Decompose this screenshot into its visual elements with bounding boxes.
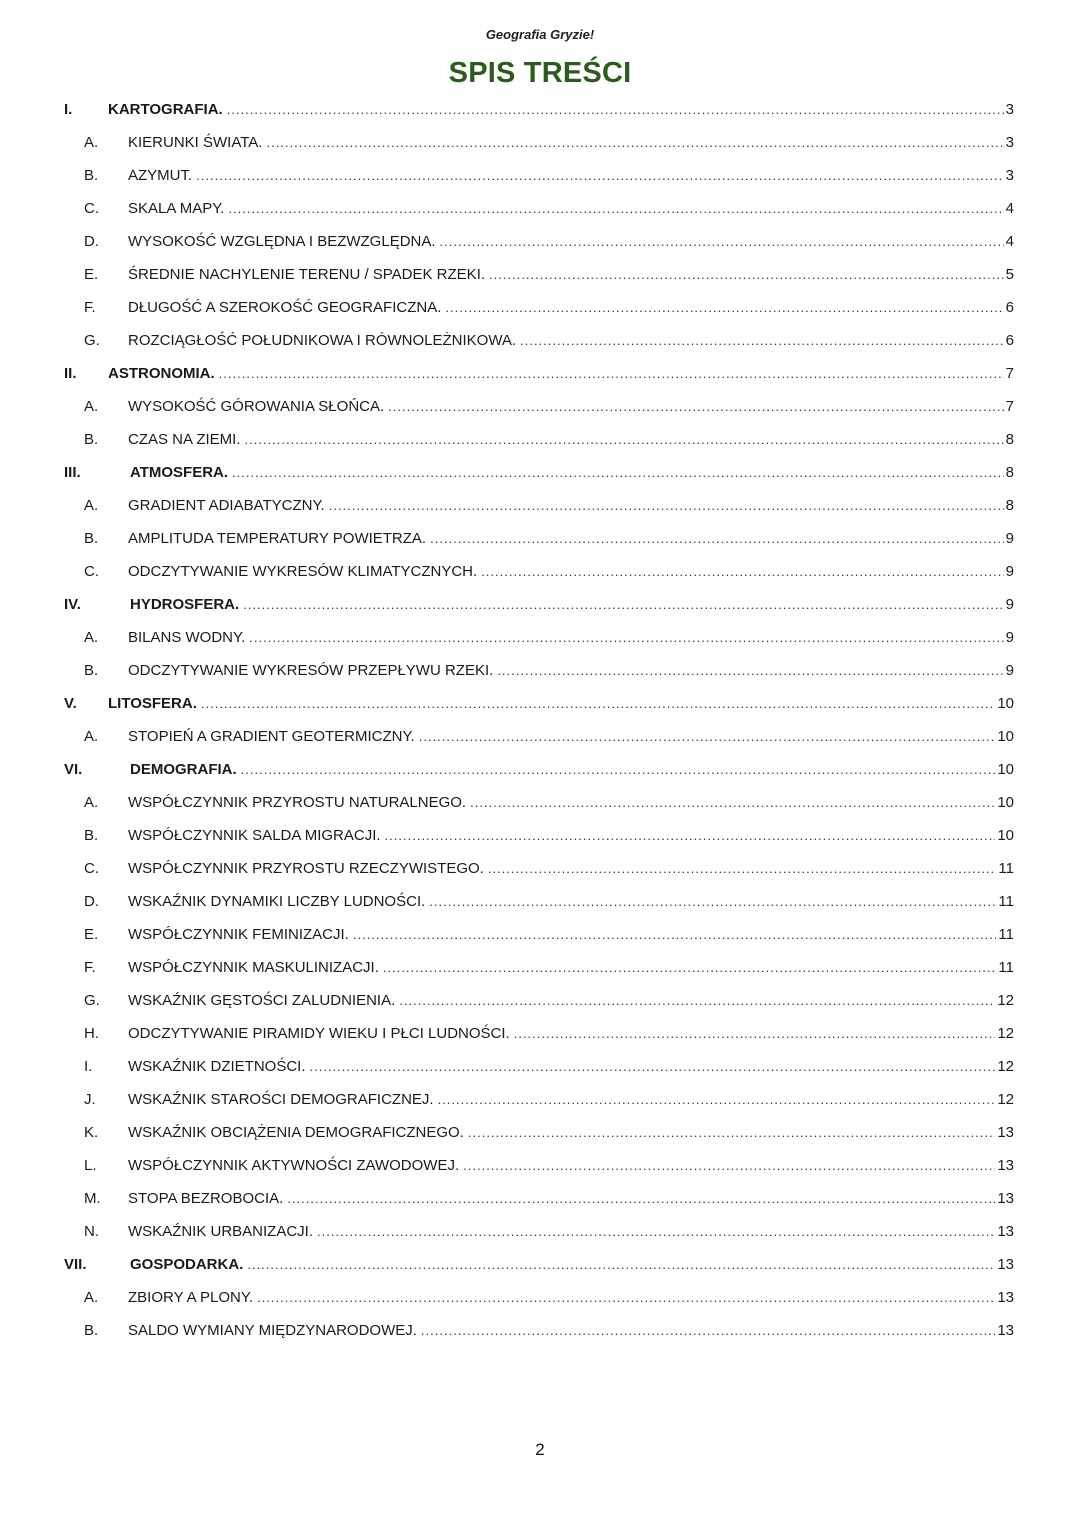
toc-entry (130, 456, 1014, 489)
toc-entry (128, 159, 1014, 192)
toc-entry-number: B. (84, 431, 99, 448)
toc-entry-page: 3 (1005, 134, 1014, 151)
toc-entry-number: D. (84, 893, 99, 910)
toc-entry-label: ROZCIĄGŁOŚĆ POŁUDNIKOWA I RÓWNOLEŻNIKOWA. (128, 332, 517, 349)
toc-section-row[interactable] (0, 687, 1080, 720)
toc-entry-label: ATMOSFERA. (130, 464, 229, 481)
toc-entry-page: 13 (997, 1322, 1014, 1339)
dot-leader (243, 588, 1003, 621)
toc-entry-number: B. (84, 1322, 99, 1339)
dot-leader (228, 192, 1003, 225)
toc-subsection-row[interactable] (0, 984, 1080, 1017)
toc-entry-number: H. (84, 1025, 99, 1042)
toc-subsection-row[interactable] (0, 192, 1080, 225)
toc-entry (108, 687, 1014, 720)
toc-entry-label: AZYMUT. (128, 167, 193, 184)
toc-subsection-row[interactable] (0, 1314, 1080, 1347)
toc-subsection-row[interactable] (0, 555, 1080, 588)
toc-entry-label: GOSPODARKA. (130, 1256, 244, 1273)
toc-entry-label: HYDROSFERA. (130, 596, 240, 613)
toc-entry (128, 1050, 1014, 1083)
toc-section-row[interactable] (0, 93, 1080, 126)
toc-section-row[interactable] (0, 1248, 1080, 1281)
toc-entry-number: F. (84, 299, 96, 316)
toc-section-row[interactable] (0, 753, 1080, 786)
toc-entry-page: 12 (997, 1058, 1014, 1075)
dot-leader (470, 786, 995, 819)
toc-entry-label: WSPÓŁCZYNNIK PRZYROSTU NATURALNEGO. (128, 794, 467, 811)
toc-entry-page: 11 (998, 959, 1014, 976)
toc-entry-page: 12 (997, 992, 1014, 1009)
toc-entry-number: V. (64, 695, 77, 712)
toc-entry (128, 225, 1014, 258)
dot-leader (196, 159, 1003, 192)
dot-leader (438, 1083, 996, 1116)
toc-entry-label: CZAS NA ZIEMI. (128, 431, 241, 448)
toc-entry-number: I. (64, 101, 73, 118)
toc-entry-number: F. (84, 959, 96, 976)
toc-entry-page: 11 (998, 926, 1014, 943)
dot-leader (421, 1314, 995, 1347)
dot-leader (468, 1116, 995, 1149)
dot-leader (310, 1050, 996, 1083)
toc-entry (128, 258, 1014, 291)
toc-entry-label: ŚREDNIE NACHYLENIE TERENU / SPADEK RZEKI. (128, 266, 486, 283)
toc-entry (128, 1149, 1014, 1182)
toc-entry-number: B. (84, 662, 99, 679)
dot-leader (481, 555, 1003, 588)
dot-leader (201, 687, 995, 720)
dot-leader (463, 1149, 995, 1182)
toc-entry-page: 8 (1005, 497, 1014, 514)
toc-entry-label: WYSOKOŚĆ GÓROWANIA SŁOŃCA. (128, 398, 385, 415)
toc-entry (130, 753, 1014, 786)
dot-leader (329, 489, 1004, 522)
toc-entry (128, 621, 1014, 654)
toc-subsection-row[interactable] (0, 654, 1080, 687)
toc-entry (128, 1083, 1014, 1116)
dot-leader (385, 819, 996, 852)
toc-entry (128, 951, 1014, 984)
toc-entry-page: 7 (1005, 398, 1014, 415)
toc-subsection-row[interactable] (0, 1050, 1080, 1083)
dot-leader (430, 522, 1004, 555)
toc-entry-number: A. (84, 728, 99, 745)
toc-entry-page: 9 (1005, 530, 1014, 547)
toc-entry-number: E. (84, 266, 99, 283)
toc-subsection-row[interactable] (0, 324, 1080, 357)
toc-subsection-row[interactable] (0, 225, 1080, 258)
toc-entry-page: 12 (997, 1025, 1014, 1042)
toc-entry-label: WSPÓŁCZYNNIK SALDA MIGRACJI. (128, 827, 381, 844)
toc-entry-page: 13 (997, 1223, 1014, 1240)
header-note: Geografia Gryzie! (485, 27, 595, 42)
toc-entry-label: KARTOGRAFIA. (108, 101, 223, 118)
toc-entry (128, 291, 1014, 324)
dot-leader (489, 258, 1004, 291)
toc-entry-number: G. (84, 992, 100, 1009)
dot-leader (257, 1281, 995, 1314)
dot-leader (497, 654, 1003, 687)
toc-subsection-row[interactable] (0, 1083, 1080, 1116)
toc-entry-number: J. (84, 1091, 96, 1108)
toc-entry-number: A. (84, 1289, 99, 1306)
dot-leader (514, 1017, 996, 1050)
toc-subsection-row[interactable] (0, 819, 1080, 852)
toc-section-row[interactable] (0, 588, 1080, 621)
toc-entry (128, 522, 1014, 555)
dot-leader (249, 621, 1003, 654)
toc-entry-number: D. (84, 233, 99, 250)
toc-entry-page: 6 (1005, 332, 1014, 349)
dot-leader (440, 225, 1004, 258)
toc-entry-page: 13 (997, 1289, 1014, 1306)
toc-subsection-row[interactable] (0, 291, 1080, 324)
toc-entry-page: 9 (1005, 563, 1014, 580)
toc-entry-number: G. (84, 332, 100, 349)
toc-entry-page: 10 (997, 827, 1014, 844)
dot-leader (245, 423, 1004, 456)
toc-entry-number: C. (84, 563, 99, 580)
toc-entry-label: STOPIEŃ A GRADIENT GEOTERMICZNY. (128, 728, 415, 745)
toc-entry-page: 13 (997, 1124, 1014, 1141)
page-number: 2 (535, 1440, 545, 1459)
toc-entry (130, 588, 1014, 621)
toc-subsection-row[interactable] (0, 126, 1080, 159)
toc-entry-number: II. (64, 365, 77, 382)
dot-leader (232, 456, 1004, 489)
toc-entry-label: AMPLITUDA TEMPERATURY POWIETRZA. (128, 530, 427, 547)
toc-entry (128, 654, 1014, 687)
toc-entry-page: 10 (997, 761, 1014, 778)
dot-leader (219, 357, 1004, 390)
toc-entry-label: KIERUNKI ŚWIATA. (128, 134, 263, 151)
toc-entry-page: 10 (997, 695, 1014, 712)
toc-entry-number: C. (84, 200, 99, 217)
toc-entry (130, 1248, 1014, 1281)
toc-entry-label: DEMOGRAFIA. (130, 761, 237, 778)
toc-entry-label: LITOSFERA. (108, 695, 197, 712)
toc-entry (128, 324, 1014, 357)
dot-leader (317, 1215, 995, 1248)
toc-entry-page: 7 (1005, 365, 1014, 382)
toc-entry-label: ASTRONOMIA. (108, 365, 215, 382)
toc-entry-number: A. (84, 629, 99, 646)
toc-entry (128, 126, 1014, 159)
toc-subsection-row[interactable] (0, 1116, 1080, 1149)
toc-entry-page: 3 (1005, 101, 1014, 118)
page-title: SPIS TREŚCI (448, 57, 632, 89)
toc-entry-page: 9 (1005, 629, 1014, 646)
toc-entry (128, 1182, 1014, 1215)
table-of-contents (0, 93, 1080, 1347)
toc-subsection-row[interactable] (0, 159, 1080, 192)
toc-subsection-row[interactable] (0, 1149, 1080, 1182)
toc-entry-page: 8 (1005, 431, 1014, 448)
toc-subsection-row[interactable] (0, 621, 1080, 654)
toc-entry (128, 885, 1014, 918)
dot-leader (383, 951, 997, 984)
toc-section-row[interactable] (0, 456, 1080, 489)
toc-subsection-row[interactable] (0, 1281, 1080, 1314)
toc-entry (128, 1215, 1014, 1248)
toc-subsection-row[interactable] (0, 1215, 1080, 1248)
dot-leader (227, 93, 1004, 126)
toc-entry-page: 12 (997, 1091, 1014, 1108)
toc-subsection-row[interactable] (0, 918, 1080, 951)
toc-entry (128, 819, 1014, 852)
toc-entry-label: WSPÓŁCZYNNIK AKTYWNOŚCI ZAWODOWEJ. (128, 1157, 460, 1174)
toc-entry-page: 3 (1005, 167, 1014, 184)
toc-entry-label: BILANS WODNY. (128, 629, 246, 646)
toc-entry-label: STOPA BEZROBOCIA. (128, 1190, 284, 1207)
dot-leader (388, 390, 1004, 423)
toc-entry (128, 984, 1014, 1017)
toc-entry-number: B. (84, 167, 99, 184)
dot-leader (287, 1182, 995, 1215)
toc-entry (128, 1116, 1014, 1149)
toc-subsection-row[interactable] (0, 390, 1080, 423)
toc-entry-page: 10 (997, 728, 1014, 745)
toc-entry-page: 4 (1005, 200, 1014, 217)
toc-entry-label: DŁUGOŚĆ A SZEROKOŚĆ GEOGRAFICZNA. (128, 299, 442, 316)
toc-entry (128, 423, 1014, 456)
toc-entry-label: WSKAŹNIK DYNAMIKI LICZBY LUDNOŚCI. (128, 893, 426, 910)
toc-entry-page: 5 (1005, 266, 1014, 283)
dot-leader (247, 1248, 995, 1281)
toc-entry-number: E. (84, 926, 99, 943)
toc-entry-number: K. (84, 1124, 99, 1141)
toc-entry-label: SALDO WYMIANY MIĘDZYNARODOWEJ. (128, 1322, 417, 1339)
toc-subsection-row[interactable] (0, 489, 1080, 522)
toc-section-row[interactable] (0, 357, 1080, 390)
toc-entry-number: VI. (64, 761, 83, 778)
toc-entry (128, 1017, 1014, 1050)
toc-entry (128, 489, 1014, 522)
toc-entry-page: 13 (997, 1157, 1014, 1174)
toc-entry-page: 8 (1005, 464, 1014, 481)
dot-leader (520, 324, 1004, 357)
toc-entry-number: I. (84, 1058, 93, 1075)
toc-entry-label: WSKAŹNIK GĘSTOŚCI ZALUDNIENIA. (128, 992, 396, 1009)
toc-entry-number: B. (84, 530, 99, 547)
toc-entry-page: 6 (1005, 299, 1014, 316)
toc-entry-page: 13 (997, 1256, 1014, 1273)
toc-entry (128, 1281, 1014, 1314)
toc-entry-page: 11 (998, 860, 1014, 877)
toc-entry-page: 13 (997, 1190, 1014, 1207)
toc-entry-number: A. (84, 794, 99, 811)
toc-entry-number: B. (84, 827, 99, 844)
toc-entry-label: WSPÓŁCZYNNIK FEMINIZACJI. (128, 926, 349, 943)
toc-entry (128, 1314, 1014, 1347)
toc-subsection-row[interactable] (0, 258, 1080, 291)
toc-entry-label: GRADIENT ADIABATYCZNY. (128, 497, 325, 514)
toc-subsection-row[interactable] (0, 951, 1080, 984)
toc-entry-label: ZBIORY A PLONY. (128, 1289, 254, 1306)
toc-entry-number: A. (84, 398, 99, 415)
toc-entry-label: SKALA MAPY. (128, 200, 225, 217)
dot-leader (241, 753, 996, 786)
dot-leader (429, 885, 996, 918)
toc-entry (128, 918, 1014, 951)
toc-entry (128, 720, 1014, 753)
toc-subsection-row[interactable] (0, 522, 1080, 555)
toc-entry (128, 192, 1014, 225)
toc-entry-number: M. (84, 1190, 101, 1207)
toc-subsection-row[interactable] (0, 852, 1080, 885)
dot-leader (353, 918, 997, 951)
toc-entry-number: A. (84, 497, 99, 514)
toc-entry-label: ODCZYTYWANIE WYKRESÓW KLIMATYCZNYCH. (128, 563, 478, 580)
toc-subsection-row[interactable] (0, 720, 1080, 753)
toc-entry-label: WSKAŹNIK OBCIĄŻENIA DEMOGRAFICZNEGO. (128, 1124, 464, 1141)
toc-entry-number: IV. (64, 596, 81, 613)
toc-subsection-row[interactable] (0, 1017, 1080, 1050)
toc-entry-number: C. (84, 860, 99, 877)
toc-subsection-row[interactable] (0, 423, 1080, 456)
toc-entry-page: 4 (1005, 233, 1014, 250)
toc-entry-number: A. (84, 134, 99, 151)
toc-entry-page: 10 (997, 794, 1014, 811)
toc-entry-label: WSPÓŁCZYNNIK PRZYROSTU RZECZYWISTEGO. (128, 860, 484, 877)
toc-entry (108, 93, 1014, 126)
toc-entry-page: 11 (998, 893, 1014, 910)
toc-entry-label: ODCZYTYWANIE WYKRESÓW PRZEPŁYWU RZEKI. (128, 662, 494, 679)
toc-entry-label: WSKAŹNIK DZIETNOŚCI. (128, 1058, 306, 1075)
toc-entry-page: 9 (1005, 596, 1014, 613)
dot-leader (399, 984, 995, 1017)
toc-entry (128, 390, 1014, 423)
toc-entry-number: III. (64, 464, 81, 481)
toc-entry (128, 786, 1014, 819)
toc-entry-label: WSKAŹNIK STAROŚCI DEMOGRAFICZNEJ. (128, 1091, 434, 1108)
toc-entry-number: L. (84, 1157, 97, 1174)
toc-entry-label: WSPÓŁCZYNNIK MASKULINIZACJI. (128, 959, 379, 976)
toc-subsection-row[interactable] (0, 885, 1080, 918)
toc-entry-number: VII. (64, 1256, 87, 1273)
toc-entry-page: 9 (1005, 662, 1014, 679)
dot-leader (488, 852, 997, 885)
dot-leader (445, 291, 1003, 324)
toc-subsection-row[interactable] (0, 1182, 1080, 1215)
toc-entry-label: WYSOKOŚĆ WZGLĘDNA I BEZWZGLĘDNA. (128, 233, 436, 250)
toc-subsection-row[interactable] (0, 786, 1080, 819)
toc-entry (108, 357, 1014, 390)
toc-entry-label: ODCZYTYWANIE PIRAMIDY WIEKU I PŁCI LUDNOŚCI. (128, 1025, 510, 1042)
dot-leader (419, 720, 996, 753)
toc-entry (128, 555, 1014, 588)
dot-leader (266, 126, 1003, 159)
toc-entry-label: WSKAŹNIK URBANIZACJI. (128, 1223, 314, 1240)
toc-entry-number: N. (84, 1223, 99, 1240)
toc-entry (128, 852, 1014, 885)
